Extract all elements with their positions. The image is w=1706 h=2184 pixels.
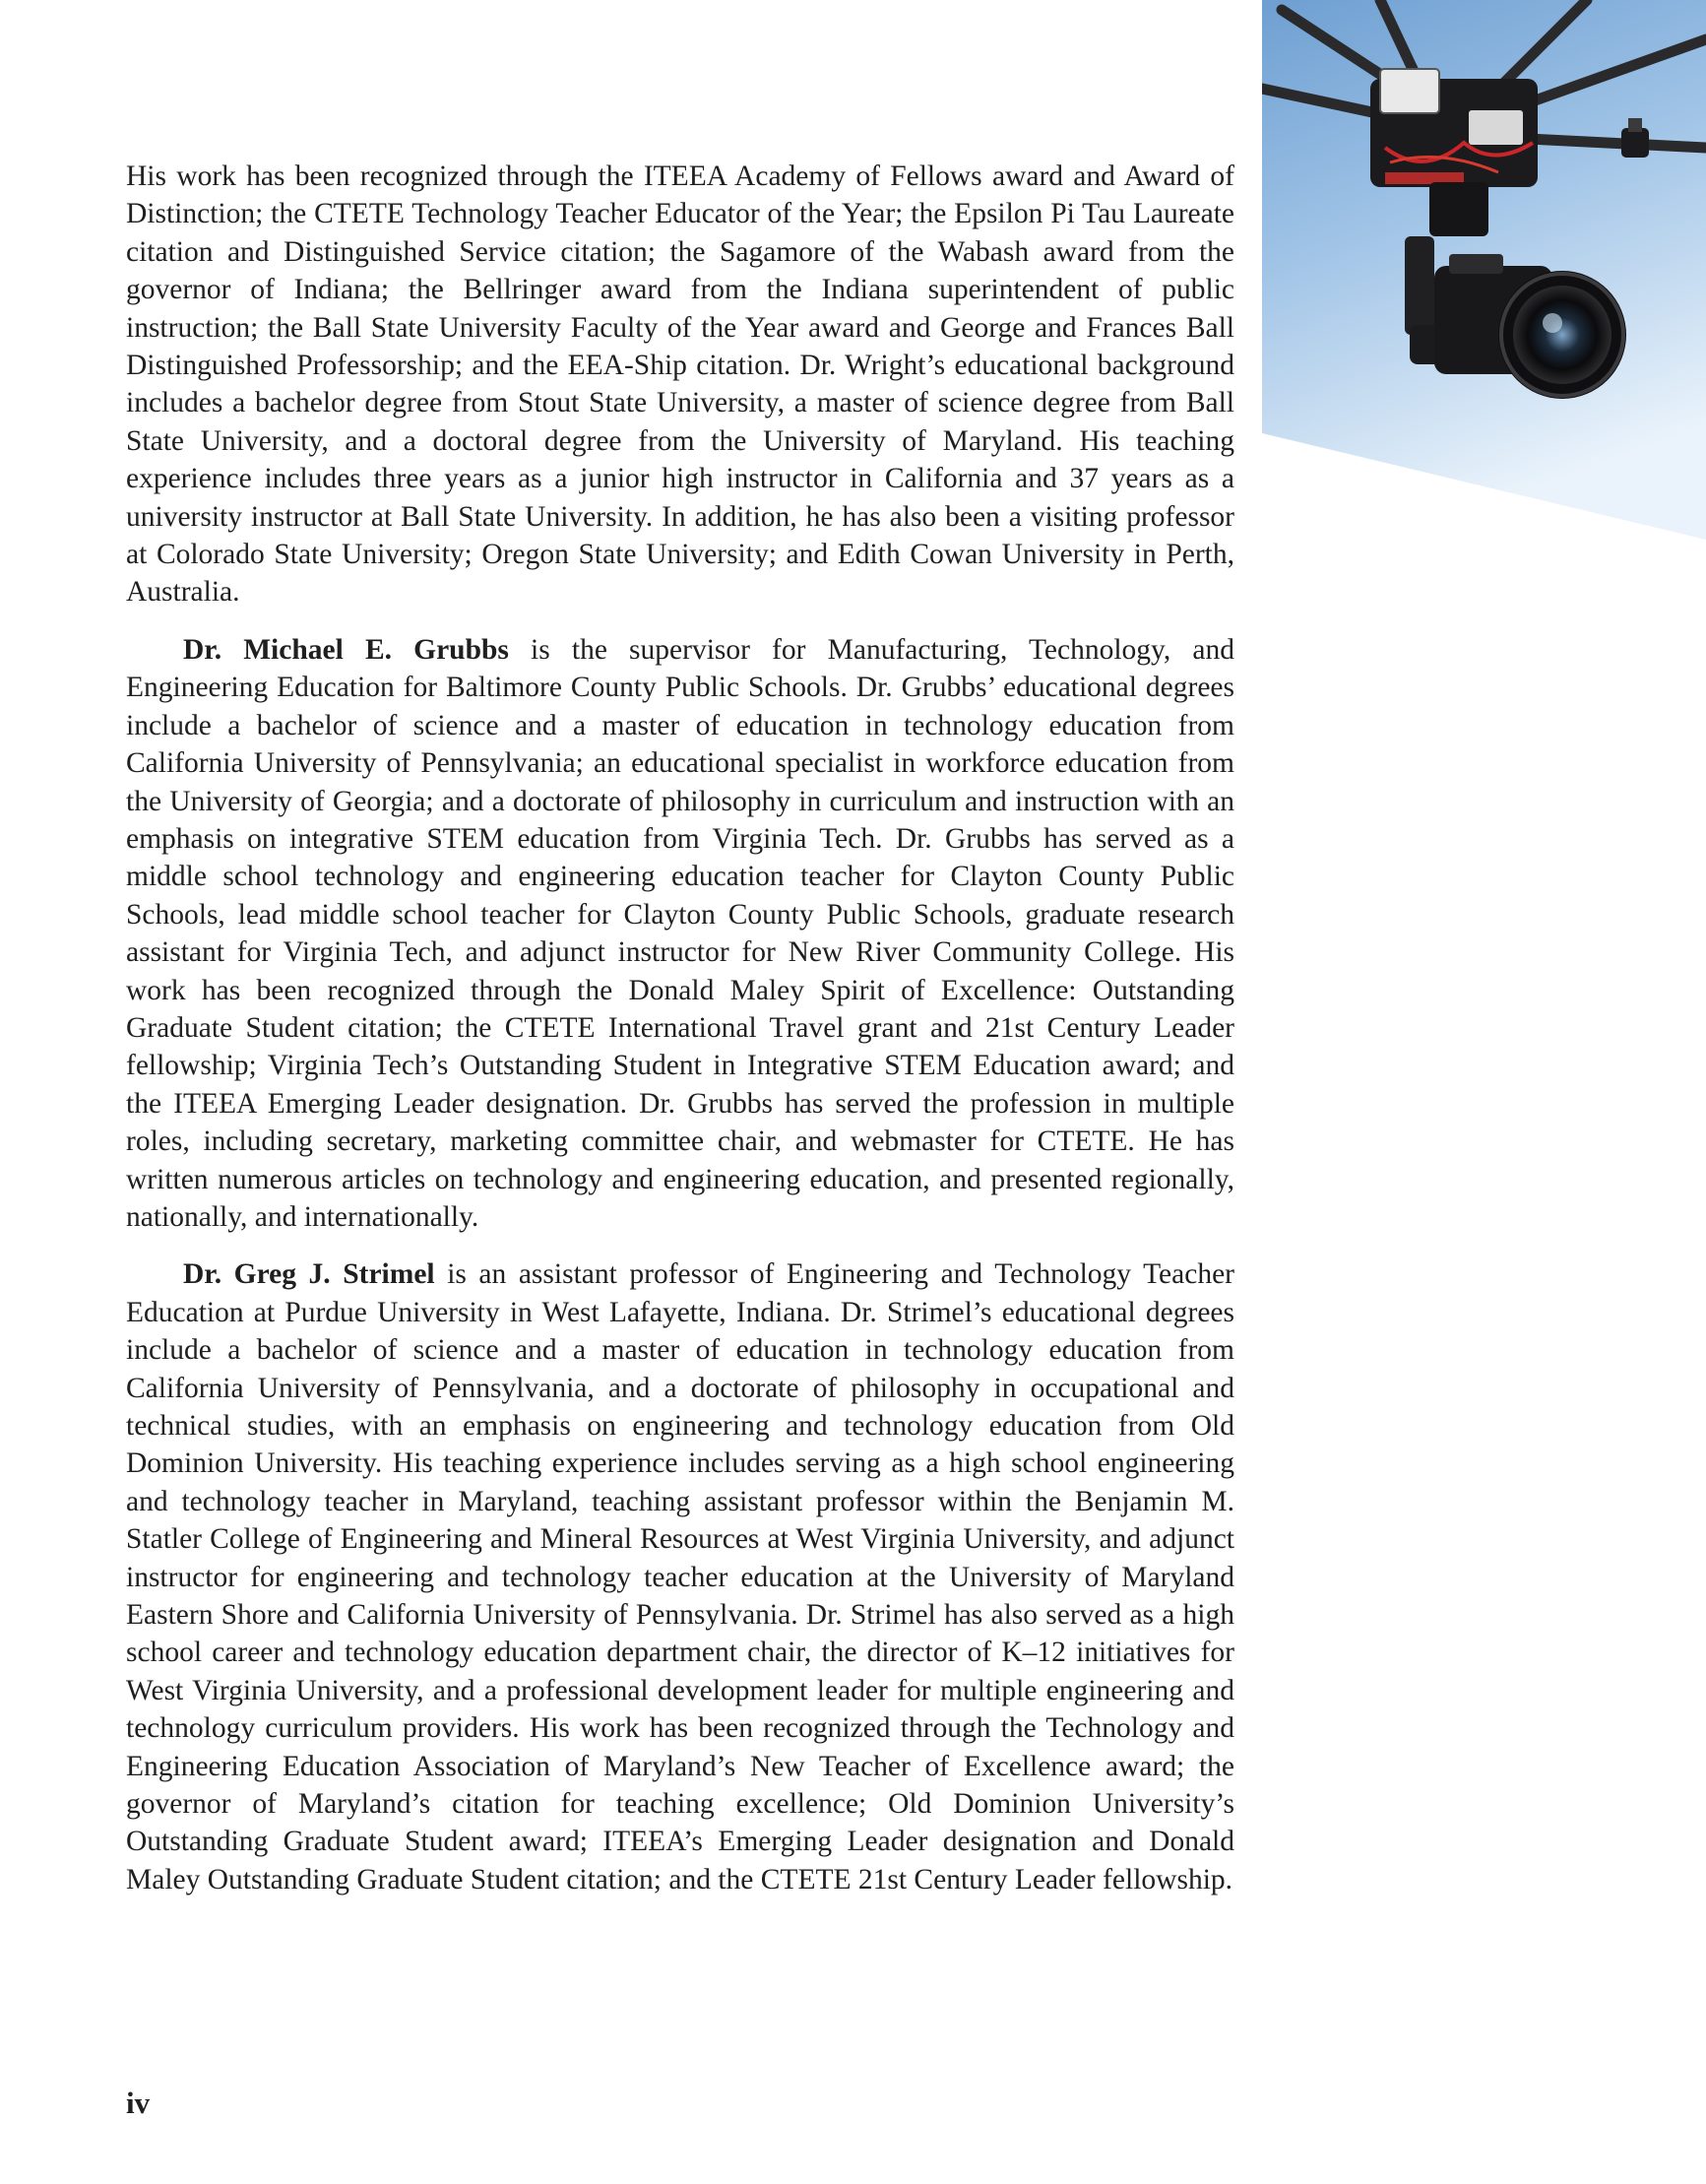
drone-camera-photo	[1262, 0, 1706, 551]
bio-paragraph-grubbs	[126, 631, 1234, 1237]
bio-name-grubbs: Dr. Michael E. Grubbs	[183, 633, 509, 666]
bio-text-strimel: is an assistant professor of Engineering and Technology Teacher Education at Purdue University in West Lafayette, Indiana. Dr. Strimel’s educational degrees include a bachelor of science and a master of education in technology education from California University of Pennsylvania, and a doctorate of philosophy in occupational and technical studies, with an emphasis on engineering and technology education from Old Dominion University. His teaching experience includes serving as a high school engineering and technology teacher in Maryland, teaching assistant professor within the Benjamin M. Statler College of Engineering and Mineral Resources at West Virginia University, and adjunct instructor for engineering and technology teacher education at the University of Maryland Eastern Shore and California University of Pennsylvania. Dr. Strimel has also served as a high school career and technology education department chair, the director of K–12 initiatives for West Virginia University, and a professional development leader for multiple engineering and technology curriculum providers. His work has been recognized through the Technology and Engineering Education Association of Maryland’s New Teacher of Excellence award; the governor of Maryland’s citation for teaching excellence; Old Dominion University’s Outstanding Graduate Student award; ITEEA’s Emerging Leader designation and Donald Maley Outstanding Graduate Student citation; and the CTETE 21st Century Leader fellowship.	[126, 1258, 1234, 1895]
bio-paragraph-strimel	[126, 1255, 1234, 1898]
page-number: iv	[126, 2086, 151, 2120]
bio-text-wright: His work has been recognized through the ITEEA Academy of Fellows award and Award of Distinction; the CTETE Technology Teacher Educator of the Year; the Epsilon Pi Tau Laureate citation and Distinguished Service citation; the Sagamore of the Wabash award from the governor of Indiana; the Bellringer award from the Indiana superintendent of public instruction; the Ball State University Faculty of the Year award and George and Frances Ball Distinguished Professorship; and the EEA-Ship citation. Dr. Wright’s educational background includes a bachelor degree from Stout State University, a master of science degree from Ball State University, and a doctoral degree from the University of Maryland. His teaching experience includes three years as a junior high instructor in California and 37 years as a university instructor at Ball State University. In addition, he has also been a visiting professor at Colorado State University; Oregon State University; and Edith Cowan University in Perth, Australia.	[126, 161, 1234, 609]
text-column	[126, 158, 1234, 1918]
bio-paragraph-wright	[126, 158, 1234, 611]
bio-name-strimel: Dr. Greg J. Strimel	[183, 1258, 435, 1291]
bio-text-grubbs: is the supervisor for Manufacturing, Technology, and Engineering Education for Baltimore County Public Schools. Dr. Grubbs’ educational degrees include a bachelor of science and a master of education in technology education from California University of Pennsylvania; an educational specialist in workforce education from the University of Georgia; and a doctorate of philosophy in curriculum and instruction with an emphasis on integrative STEM education from Virginia Tech. Dr. Grubbs has served as a middle school technology and engineering education teacher for Clayton County Public Schools, lead middle school teacher for Clayton County Public Schools, graduate research assistant for Virginia Tech, and adjunct instructor for New River Community College. His work has been recognized through the Donald Maley Spirit of Excellence: Outstanding Graduate Student citation; the CTETE International Travel grant and 21st Century Leader fellowship; Virginia Tech’s Outstanding Student in Integrative STEM Education award; and the ITEEA Emerging Leader designation. Dr. Grubbs has served the profession in multiple roles, including secretary, marketing committee chair, and webmaster for CTETE. He has written numerous articles on technology and engineering education, and presented regionally, nationally, and internationally.	[126, 633, 1234, 1233]
